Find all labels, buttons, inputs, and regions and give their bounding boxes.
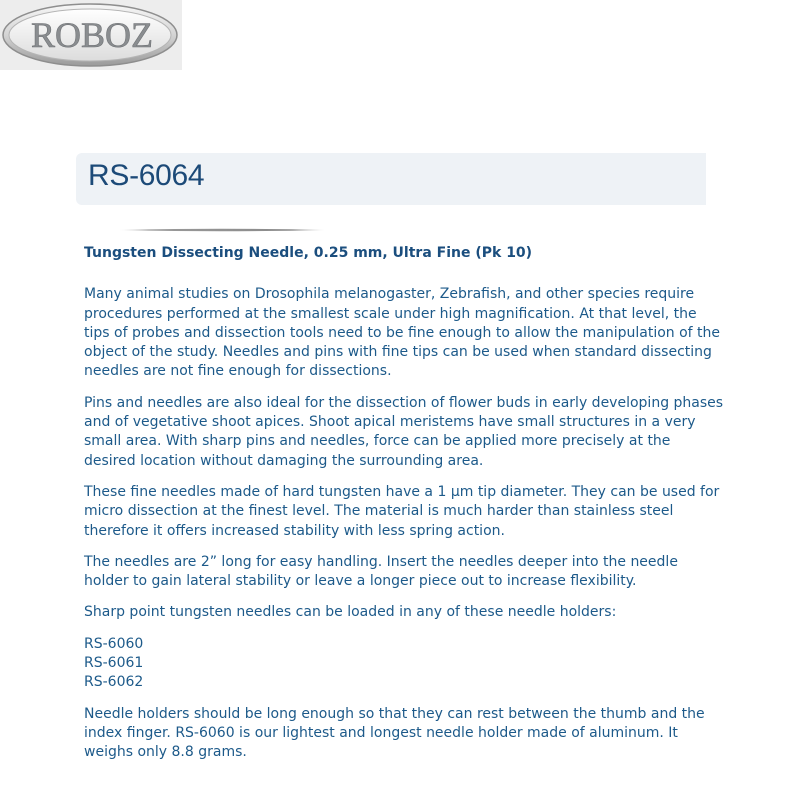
product-name: Tungsten Dissecting Needle, 0.25 mm, Ultra Fine (Pk 10) [84,245,533,261]
product-title-bar [76,153,706,205]
holder-item: RS-6060 [84,635,144,652]
needle-holder-list [84,635,724,693]
section-divider [118,226,324,234]
description-paragraph: These fine needles made of hard tungsten have a 1 µm tip diameter. They can be used for micro dissection at the finest level. The material is much harder than stainless steel therefore it offers increased stability with less spring action. [84,483,720,539]
product-description [84,244,724,775]
description-paragraph: Sharp point tungsten needles can be loaded in any of these needle holders: [84,604,617,621]
product-code: RS-6064 [88,159,205,192]
holder-item: RS-6062 [84,674,144,691]
description-paragraph: The needles are 2” long for easy handling. Insert the needles deeper into the needle holder to gain lateral stability or leave a longer piece out to increase flexibility. [84,553,678,590]
closing-paragraph: Needle holders should be long enough so that they can rest between the thumb and the index finger. RS-6060 is our lightest and longest needle holder made of aluminum. It weighs only 8.8 grams. [84,705,705,761]
description-paragraph: Pins and needles are also ideal for the dissection of flower buds in early developing phases and of vegetative shoot apices. Shoot apical meristems have small structures in a very small area. With sharp pins and needles, force can be applied more precisely at the desired location without damaging the surrounding area. [84,394,724,469]
logo-text: ROBOZ [30,15,154,55]
description-paragraph: Many animal studies on Drosophila melanogaster, Zebrafish, and other species require procedures performed at the smallest scale under high magnification. At that level, the tips of probes and dissection tools need to be fine enough to allow the manipulation of the object of the study. Needles and pins with fine tips can be used when standard dissecting needles are not fine enough for dissections. [84,286,721,380]
brand-logo-area [0,0,182,70]
roboz-logo[interactable] [0,0,182,70]
holder-item: RS-6061 [84,655,144,672]
